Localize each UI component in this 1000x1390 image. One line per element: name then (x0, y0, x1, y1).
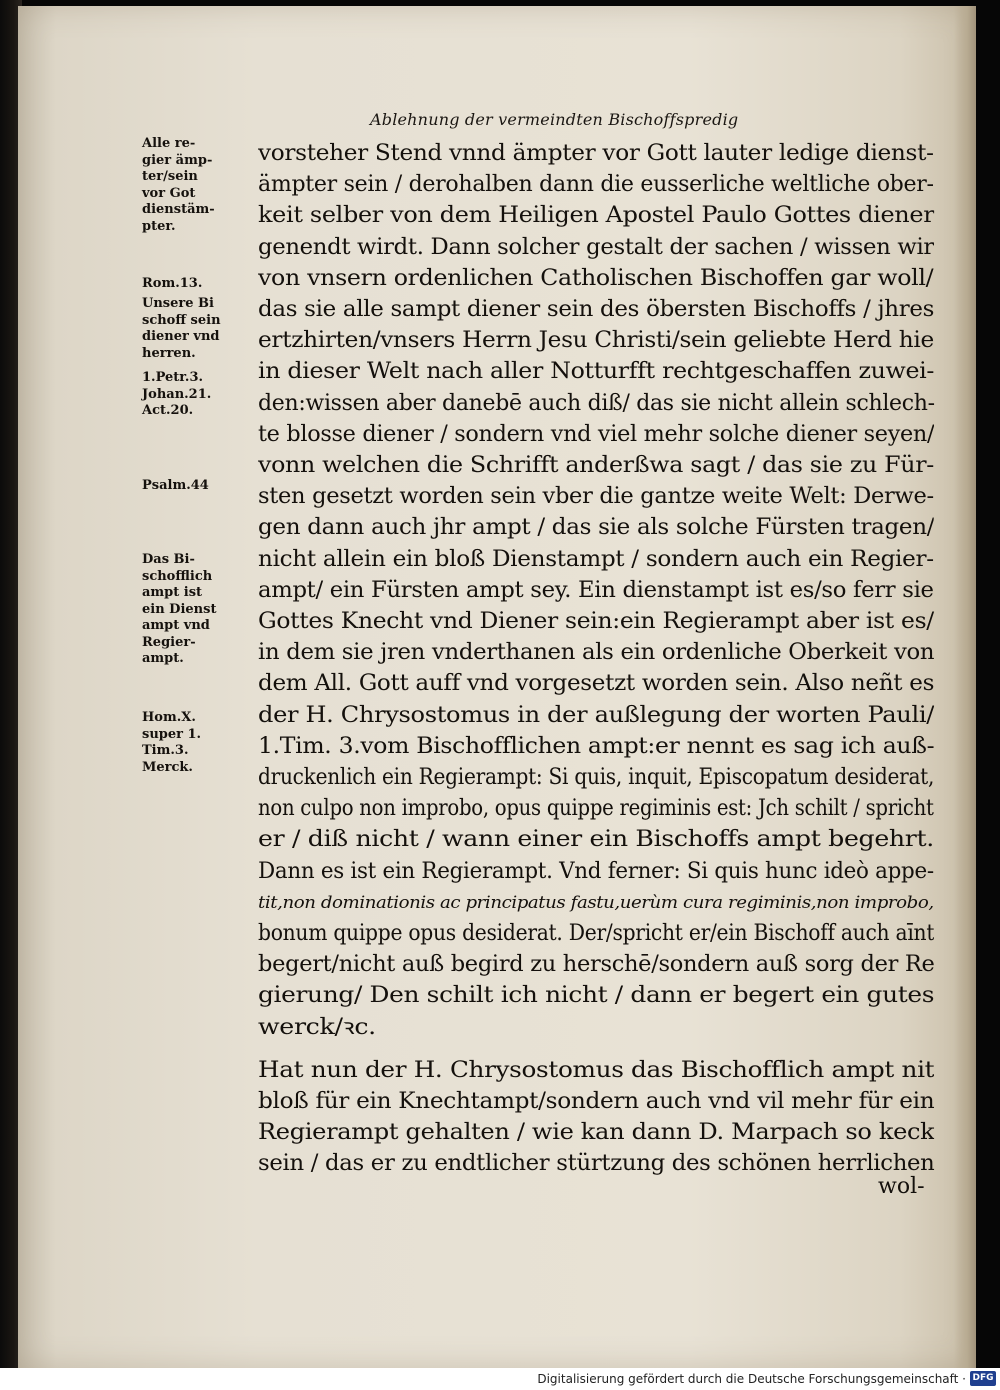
text-line: non culpo non improbo, opus quippe regiminis est: Jch schilt / spricht (258, 796, 934, 822)
text-line: der H. Chrysostomus in der außlegung der worten Pauli/ (258, 702, 935, 728)
text-line: vonn welchen die Schrifft anderßwa sagt / das sie zu Für- (258, 453, 934, 478)
text-line: gierung/ Den schilt ich nicht / dann er begert ein gutes (258, 983, 935, 1009)
text-line: druckenlich ein Regierampt: Si quis, inquit, Episcopatum desiderat, (258, 765, 935, 790)
text-line: ertzhirten/vnsers Herrn Jesu Christi/sein geliebte Herd hie (258, 328, 934, 354)
text-line: bloß für ein Knechtampt/sondern auch vnd vil mehr für ein (258, 1089, 935, 1114)
catchword: wol- (878, 1174, 925, 1199)
text-line: genendt wirdt. Dann solcher gestalt der sachen / wissen wir (258, 234, 934, 260)
margin-note: Alle re- gier ämp- ter/sein vor Got dienstäm- pter. (142, 136, 215, 234)
margin-note: Das Bi- schofflich ampt ist ein Dienst ampt vnd Regier- ampt. (142, 552, 217, 666)
text-line: gen dann auch jhr ampt / das sie als solche Fürsten tragen/ (258, 515, 935, 541)
text-line: das sie alle sampt diener sein des öbersten Bischoffs / jhres (258, 297, 935, 322)
running-head: Ablehnung der vermeindten Bischoffspredig (370, 110, 739, 129)
text-line: in dieser Welt nach aller Notturfft rechtgeschaffen zuwei- (258, 359, 935, 385)
text-line: in dem sie jren vnderthanen als ein ordenliche Oberkeit von (258, 640, 935, 666)
funding-notice: Digitalisierung gefördert durch die Deutsche Forschungsgemeinschaft · (537, 1372, 966, 1386)
page-edge-shadow (954, 6, 976, 1368)
text-line: er / diß nicht / wann einer ein Bischoffs ampt begehrt. (258, 827, 934, 853)
text-line: sten gesetzt worden sein vber die gantze weite Welt: Derwe- (258, 484, 934, 510)
text-line: von vnsern ordenlichen Catholischen Bischoffen gar woll/ (258, 265, 934, 291)
margin-note: Rom.13. (142, 276, 203, 291)
text-line: Gottes Knecht vnd Diener sein:ein Regierampt aber ist es/ (258, 609, 934, 634)
text-line: te blosse diener / sondern vnd viel mehr solche diener seyen/ (258, 421, 935, 447)
text-line: ampt/ ein Fürsten ampt sey. Ein dienstampt ist es/so ferr sie (258, 577, 934, 603)
text-line: Regierampt gehalten / wie kan dann D. Marpach so keck (258, 1120, 935, 1146)
footer-bar (0, 1368, 1000, 1390)
margin-note: Unsere Bi schoff sein diener vnd herren. (142, 296, 221, 361)
text-line: vorsteher Stend vnnd ämpter vor Gott lauter ledige dienst- (258, 141, 934, 166)
text-line: begert/nicht auß begird zu herschē/sondern auß sorg der Re (258, 952, 935, 978)
text-line: dem All. Gott auff vnd vorgesetzt worden sein. Also neñt es (258, 671, 935, 697)
text-line: tit,non dominationis ac principatus fastu,uerùm cura regiminis,non improbo, (258, 892, 934, 913)
text-line: nicht allein ein bloß Dienstampt / sondern auch ein Regier- (258, 546, 934, 572)
margin-note: Hom.X. super 1. Tim.3. Merck. (142, 710, 202, 775)
text-line: sein / das er zu endtlicher stürtzung des schönen herrlichen (258, 1151, 935, 1177)
text-line: Hat nun der H. Chrysostomus das Bischofflich ampt nit (258, 1057, 935, 1083)
text-line: Dann es ist ein Regierampt. Vnd ferner: Si quis hunc ideò appe- (258, 858, 934, 884)
dfg-logo: DFG (970, 1371, 996, 1386)
text-line: werck/ꝛc. (258, 1014, 376, 1040)
margin-note: 1.Petr.3. Johan.21. Act.20. (142, 370, 212, 418)
text-line: keit selber von dem Heiligen Apostel Paulo Gottes diener (258, 203, 935, 229)
text-line: ämpter sein / derohalben dann die eusserliche weltliche ober- (258, 172, 934, 198)
text-line: 1.Tim. 3.vom Bischofflichen ampt:er nennt es sag ich auß- (258, 733, 935, 759)
margin-note: Psalm.44 (142, 478, 209, 493)
text-line: den:wissen aber danebē auch diß/ das sie nicht allein schlech- (258, 390, 935, 416)
text-line: bonum quippe opus desiderat. Der/spricht er/ein Bischoff auch aīnt (258, 921, 935, 946)
